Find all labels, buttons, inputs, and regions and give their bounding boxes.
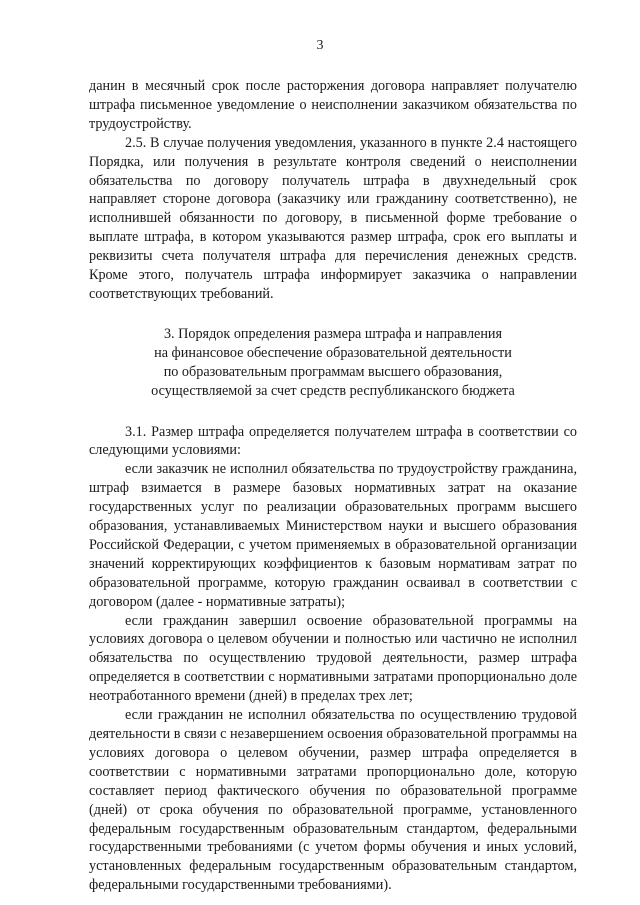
- paragraph-2-5: 2.5. В случае получения уведомления, указанного в пункте 2.4 настоящего Порядка, или получения в результате контроля сведений о неисполнении обязательства по договору получатель штрафа в двухнедельный срок направляет стороне договора (заказчику или гражданину соответственно), не исполнившей обязанности по договору, в письменной форме требование о выплате штрафа, в котором указываются размер штрафа, срок его выплаты и реквизиты счета получателя штрафа для перечисления денежных средств. Кроме этого, получатель штрафа информирует заказчика о направлении соответствующих требований.: [89, 134, 577, 302]
- heading-line: на финансовое обеспечение образовательной деятельности: [154, 344, 512, 361]
- paragraph-continuation: данин в месячный срок после расторжения договора направляет получателю штрафа письменное уведомление о неисполнении заказчиком обязательства по трудоустройству.: [89, 78, 577, 132]
- heading-line: по образовательным программам высшего образования,: [163, 363, 503, 380]
- page-number: 3: [316, 38, 324, 53]
- paragraph-condition-graduate: если гражданин завершил освоение образовательной программы на условиях договора о целевом обучении и полностью или частично не исполнил обязательства по осуществлению трудовой деятельности, размер штрафа определяется в соответствии с нормативными затратами пропорционально доле неотработанного времени (дней) в пределах трех лет;: [89, 612, 577, 705]
- document-body: [89, 77, 577, 895]
- paragraph-3-1: 3.1. Размер штрафа определяется получателем штрафа в соответствии со следующими условиями:: [89, 423, 577, 459]
- heading-line: 3. Порядок определения размера штрафа и направления: [163, 325, 503, 342]
- paragraph-condition-customer: если заказчик не исполнил обязательства по трудоустройству гражданина, штраф взимается в размере базовых нормативных затрат на оказание государственных услуг по реализации образовательных программ высшего образования, устанавливаемых Министерством науки и высшего образования Российской Федерации, с учетом применяемых в образовательной организации значений корректирующих коэффициентов к базовым нормативам затрат по образовательной программе, которую гражданин осваивал в соответствии с договором (далее - нормативные затраты);: [89, 461, 577, 610]
- heading-line: осуществляемой за счет средств республиканского бюджета: [151, 382, 515, 399]
- section-heading: [89, 325, 577, 401]
- paragraph-condition-incomplete: если гражданин не исполнил обязательства по осуществлению трудовой деятельности в связи с незавершением освоения образовательной программы на условиях договора о целевом обучении, размер штрафа определяется в соответствии с нормативными затратами пропорционально доле, которую составляет период фактического обучения по образовательной программе (дней) от срока обучения по образовательной программе, установленного федеральным государственным образовательным стандартом, федеральными государственными требованиями (с учетом формы обучения и иных условий, установленных федеральным государственным образовательным стандартом, федеральными государственными требованиями).: [89, 707, 577, 894]
